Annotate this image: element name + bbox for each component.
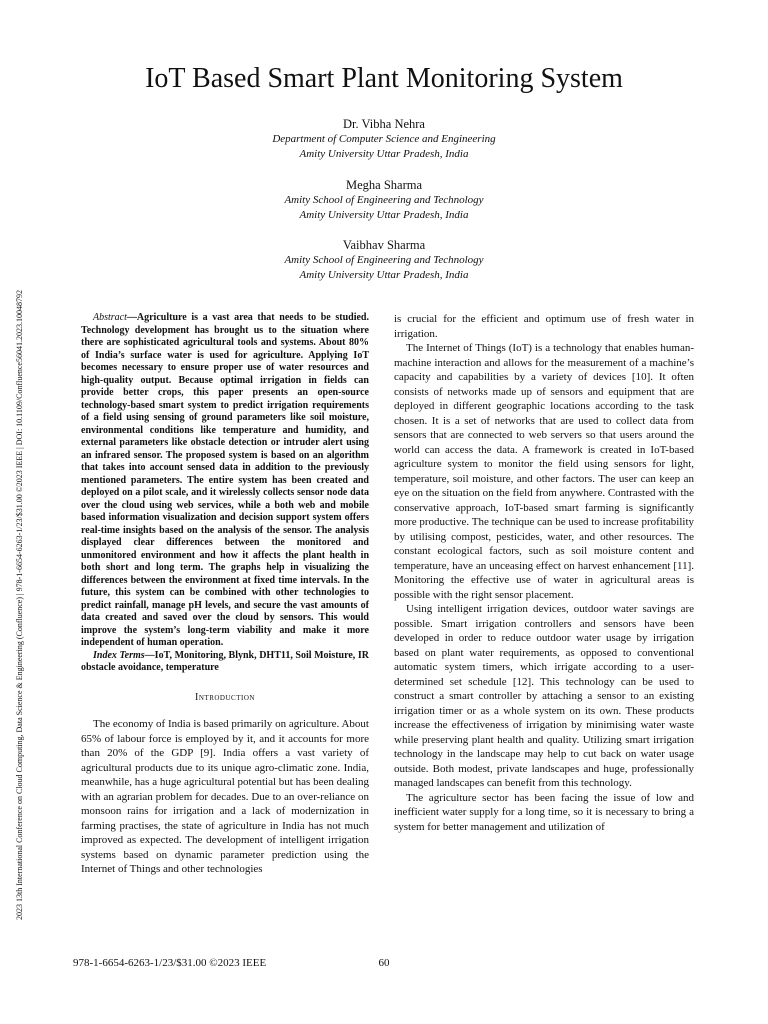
author-affiliation: Amity School of Engineering and Technology (284, 194, 484, 206)
paragraph: The economy of India is based primarily on agriculture. About 65% of labour force is employed by it, and it accounts for more than 20% of the GDP [9]. India offers a vast variety of agricultural products due to its unique agro-climatic zone. India, meanwhile, has a huge agricultural potential but has been dealing with an agrarian problem for decades. Due to an over-reliance on monsoon rains for irrigation and a lack of modernization in farming practises, the state of agriculture in India has not much improved as expected. The development of intelligent irrigation systems based on dynamic parameter prediction using the Internet of Things and other technologies (81, 718, 369, 875)
author-affiliation: Department of Computer Science and Engineering (272, 133, 496, 145)
paragraph: The Internet of Things (IoT) is a technology that enables human-machine interaction and allows for the measurement of a machine’s capacity and capabilities by a variety of devices [10]. It often consists of networks made up of sensors and equipment that are deployed in different geographic locations according to the task chosen. It is a set of networks that are used to collect data from sensors that are connected to web servers so that users around the world can access the data. A framework is created in IoT-based agriculture system to monitor the field using sensors for light, temperature, soil moisture, and other factors. The user can keep an eye on the situation on the field from anywhere. Contrasted with the conservative approach, IoT-based smart farming is significantly more productive. The technique can be used to increase profitability by utilising compost, pesticides, water, and other resources. The constant ecological factors, such as soil moisture content and temperature, have an unceasing effect on harvest enhancement [11]. Monitoring the effective use of water in agricultural areas is possible with the right sensor placement. (394, 342, 694, 601)
author-name: Megha Sharma (345, 178, 423, 192)
section-heading: Introduction (195, 691, 255, 703)
author-block-1 (0, 116, 768, 162)
page-number: 60 (378, 957, 390, 969)
author-block-2 (0, 177, 768, 223)
abstract (81, 312, 369, 650)
author-block-3 (0, 237, 768, 283)
paper-title: IoT Based Smart Plant Monitoring System (145, 63, 623, 94)
abstract-text: —Agriculture is a vast area that needs to be studied. Technology development has brought us to the situation where there are sophisticated agricultural tools and systems. About 80% of India’s surface water is used for agriculture. Applying IoT becomes necessary to ensure proper use of water resources and high-quality output. Because optimal irrigation in fields can provide better crops, this paper presents an open-source technology-based smart system to predict irrigation requirements of a field using sensing of ground parameters like soil moisture, environmental conditions like temperature and humidity, and external parameters like obstacle detection or intruder alert using an infrared sensor. The proposed system is based on an algorithm that takes into account sensed data in addition to the previously mentioned parameters. The entire system has been created and deployed on a pilot scale, and it wirelessly collects sensor node data over the cloud using web services, while a both web and mobile based information visualization and decision support system offers real-time insights based on the analysis of the sensor. The analysis displayed clear differences between the monitored and unmonitored environment and how it affects the plant health in both short and long term. The graphs help in visualizing the differences between the environment at fixed time intervals. In the future, this system can be combined with other technologies to predict rainfall, manage pH levels, and secure the vast amounts of data created and saved over the cloud by sensors. This would improve the system’s long-term viability and make it more independent of human operation. (81, 312, 369, 648)
abstract-label: Abstract (93, 312, 127, 323)
left-column (81, 312, 369, 877)
side-note-text: 2023 13th International Conference on Cloud Computing, Data Science & Engineering (Confluence) | 978-1-6654-6263-1/23/$31.00 ©2023 IEEE | DOI: 10.1109/Confluence56041.2023.10048792 (15, 290, 24, 920)
author-affiliation: Amity University Uttar Pradesh, India (299, 148, 469, 160)
author-name: Vaibhav Sharma (342, 238, 426, 252)
author-affiliation: Amity University Uttar Pradesh, India (299, 269, 469, 281)
author-affiliation: Amity School of Engineering and Technology (284, 254, 484, 266)
paragraph: Using intelligent irrigation devices, outdoor water savings are possible. Smart irrigation controllers and sensors have been developed in order to reduce outdoor water usage by irrigation based on plant water requirements, as opposed to conventional automatic system timers, which irrigate according to a user-determined set schedule [12]. This technology can be used to construct a smart controller by attaching a sensor to an existing irrigation timer or as a whole system on its own. These products increase the effectiveness of irrigation by minimising water waste while preserving plant health and quality. Utilizing smart irrigation technology in the landscape may help to cut back on water usage outside. Both modest, private landscapes and huge, professionally managed landscapes can benefit from this technology. (394, 603, 694, 789)
author-name: Dr. Vibha Nehra (343, 117, 425, 131)
index-terms (81, 650, 369, 675)
right-column (394, 312, 694, 834)
paragraph: is crucial for the efficient and optimum use of fresh water in irrigation. (394, 313, 694, 340)
doi-side-note (14, 100, 26, 920)
footer-copyright: 978-1-6654-6263-1/23/$31.00 ©2023 IEEE (73, 957, 267, 969)
author-affiliation: Amity University Uttar Pradesh, India (299, 209, 469, 221)
paragraph: The agriculture sector has been facing the issue of low and inefficient water supply for a long time, so it is necessary to bring a system for better management and utilization of (394, 791, 694, 833)
index-terms-label: Index Terms (93, 649, 145, 661)
index-terms-text: —IoT, Monitoring, Blynk, DHT11, Soil Moisture, IR obstacle avoidance, temperature (81, 649, 369, 673)
